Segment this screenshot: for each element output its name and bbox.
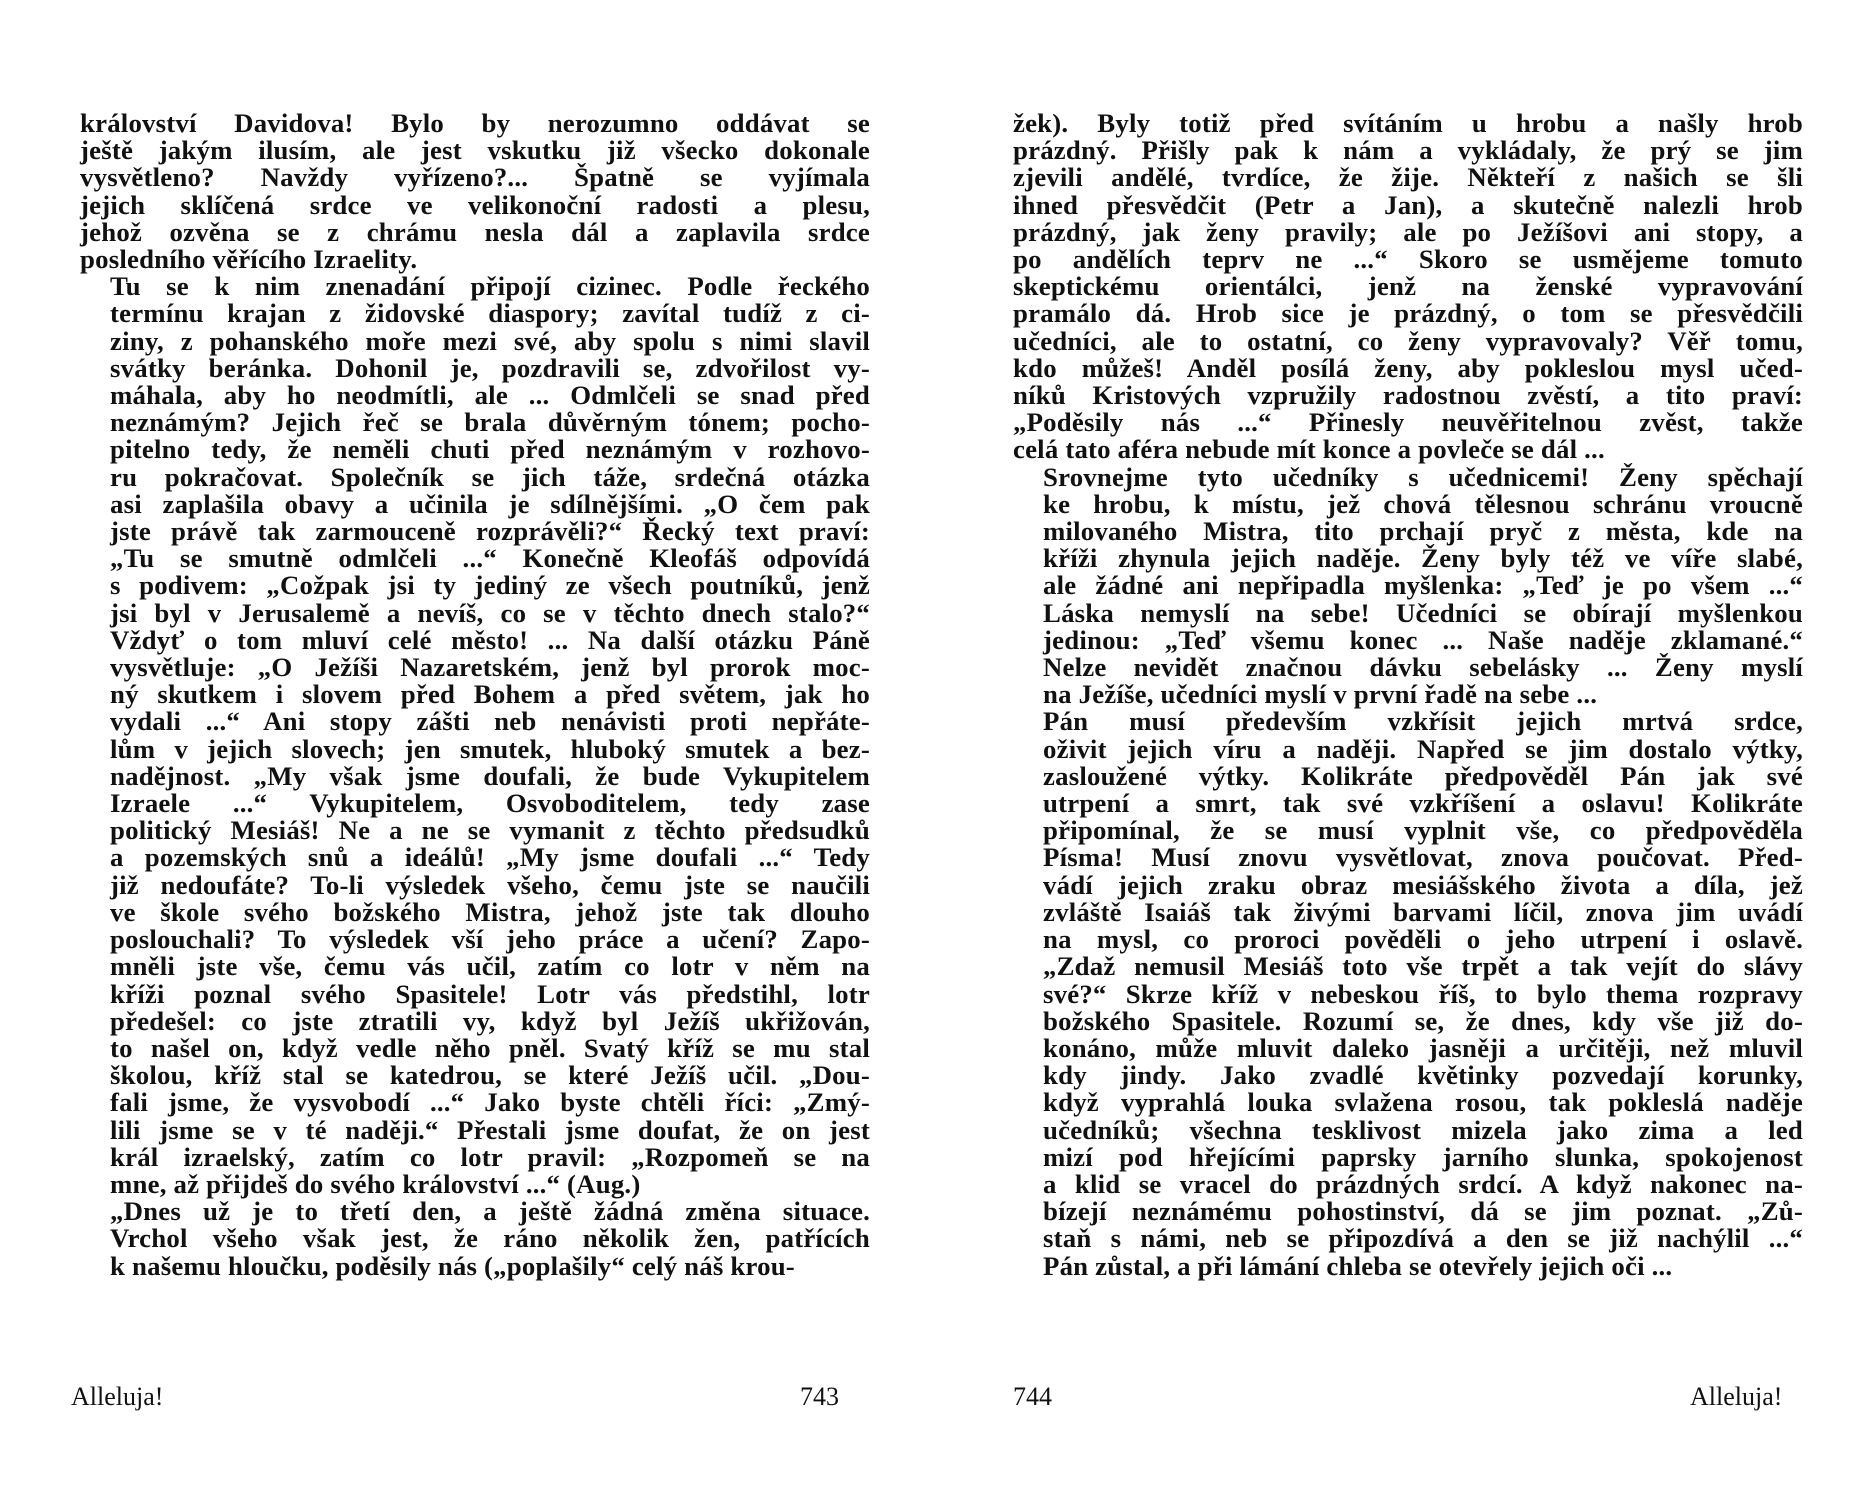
text-line: kříži poznal svého Spasitele! Lotr vás předstihl, lotr: [110, 978, 870, 1009]
text-line: to našel on, když vedle něho pněl. Svatý kříž se mu stal: [110, 1032, 870, 1063]
text-line: zasloužené výtky. Kolikráte předpověděl Pán jak své: [1043, 760, 1803, 791]
text-line: pramálo dá. Hrob sice je prázdný, o tom se přesvědčili: [1013, 298, 1803, 329]
text-line: fali jsme, že vysvobodí ...“ Jako byste chtěli říci: „Zmý-: [110, 1087, 870, 1118]
text-line: mizí pod hřejícími paprsky jarního slunka, spokojenost: [1043, 1141, 1803, 1172]
text-line: ný skutkem i slovem před Bohem a před světem, jak ho: [110, 679, 870, 710]
text-line: mněli jste vše, čemu vás učil, zatím co lotr v něm na: [110, 951, 870, 982]
text-line: Nelze nevidět značnou dávku sebelásky ... Ženy myslí: [1043, 652, 1803, 683]
text-line: jedinou: „Teď všemu konec ... Naše naděje zklamané.“: [1043, 624, 1803, 655]
text-line: ke hrobu, k místu, jež chová tělesnou schránu vroucně: [1043, 488, 1803, 519]
text-line: oživit jejich víru a naději. Napřed se jim dostalo výtky,: [1043, 733, 1803, 764]
text-line: kdo můžeš! Anděl posílá ženy, aby pokleslou mysl učed-: [1013, 352, 1803, 383]
text-line: své?“ Skrze kříž v nebeskou říš, to bylo thema rozpravy: [1043, 978, 1803, 1009]
text-line: vysvětleno? Navždy vyřízeno?... Špatně se vyjímala: [80, 162, 870, 193]
paragraph: [1013, 708, 1803, 1279]
text-line: vysvětluje: „O Ježíši Nazaretském, jenž byl prorok moc-: [110, 652, 870, 683]
text-line: skeptickému orientálci, jenž na ženské vypravování: [1013, 271, 1803, 302]
text-line: ihned přesvědčit (Petr a Jan), a skutečně nalezli hrob: [1013, 189, 1803, 220]
text-line: žek). Byly totiž před svítáním u hrobu a našly hrob: [1013, 108, 1803, 138]
text-line: ru pokračovat. Společník se jich táže, srdečná otázka: [110, 461, 870, 492]
text-line: Vrchol všeho však jest, že ráno několik žen, patřících: [110, 1223, 870, 1254]
text-line: Písma! Musí znovu vysvětlovat, znova poučovat. Před-: [1043, 842, 1803, 873]
text-line: učedníci, ale to ostatní, co ženy vypravovaly? Věř tomu,: [1013, 325, 1803, 356]
text-line: učedníků; všechna tesklivost mizela jako zima a led: [1043, 1114, 1803, 1145]
text-line: král izraelský, zatím co lotr pravil: „Rozpomeň se na: [110, 1141, 870, 1172]
text-line: jehož ozvěna se z chrámu nesla dál a zaplavila srdce: [80, 216, 870, 247]
right-running-footer: Alleluja!: [1690, 1382, 1783, 1411]
left-running-footer: Alleluja!: [71, 1382, 164, 1411]
text-line: staň s námi, neb se připozdívá a den se již nachýlil ...“: [1043, 1223, 1803, 1254]
text-line: „Poděsily nás ...“ Přinesly neuvěřitelnou zvěst, takže: [1013, 407, 1803, 438]
text-line: níků Kristových vzpružily radostnou zvěstí, a tito praví:: [1013, 380, 1803, 411]
text-line: zjevili andělé, tvrdíce, že žije. Někteří z našich se šli: [1013, 162, 1803, 193]
text-line: předešel: co jste ztratili vy, když byl Ježíš ukřižován,: [110, 1005, 870, 1036]
paragraph: [80, 1198, 870, 1280]
text-line: jejich sklíčená srdce ve velikonoční radosti a plesu,: [80, 189, 870, 220]
text-line: ziny, z pohanského moře mezi své, aby spolu s nimi slavil: [110, 325, 870, 356]
paragraph: [1013, 461, 1803, 710]
text-line: připomínal, že se musí vyplnit vše, co předpověděla: [1043, 815, 1803, 846]
text-line: lům v jejich slovech; jen smutek, hluboký smutek a bez-: [110, 733, 870, 764]
right-page-text: [1013, 110, 1803, 1280]
text-line: Tu se k nim znenadání připojí cizinec. Podle řeckého: [110, 271, 870, 302]
text-line: ve škole svého božského Mistra, jehož jste tak dlouho: [110, 896, 870, 927]
paragraph: [80, 273, 870, 1198]
text-line: školou, kříž stal se katedrou, se které Ježíš učil. „Dou-: [110, 1060, 870, 1091]
left-page-text: [80, 110, 870, 1280]
text-line: konáno, může mluvit daleko jasněji a určitěji, než mluvil: [1043, 1032, 1803, 1063]
text-line: „Tu se smutně odmlčeli ...“ Konečně Kleofáš odpovídá: [110, 543, 870, 574]
text-line: na Ježíše, učedníci myslí v první řadě na sebe ...: [1043, 679, 1598, 710]
paragraph: [1013, 110, 1803, 464]
text-line: s podivem: „Cožpak jsi ty jediný ze všech poutníků, jenž: [110, 570, 870, 601]
text-line: politický Mesiáš! Ne a ne se vymanit z těchto předsudků: [110, 815, 870, 846]
text-line: vádí jejich zraku obraz mesiášského života a díla, jež: [1043, 869, 1803, 900]
text-line: Srovnejme tyto učedníky s učednicemi! Ženy spěchají: [1043, 461, 1803, 492]
text-line: k našemu hloučku, poděsily nás („poplašily“ celý náš krou-: [110, 1250, 795, 1281]
text-line: termínu krajan z židovské diaspory; zavítal tudíž z ci-: [110, 298, 870, 329]
text-line: nadějnost. „My však jsme doufali, že bude Vykupitelem: [110, 760, 870, 791]
text-line: království Davidova! Bylo by nerozumno oddávat se: [80, 108, 870, 138]
text-line: prázdný, jak ženy pravily; ale po Ježíšovi ani stopy, a: [1013, 216, 1803, 247]
text-line: milovaného Mistra, tito prchají pryč z města, kde na: [1043, 516, 1803, 547]
text-line: „Dnes už je to třetí den, a ještě žádná změna situace.: [110, 1196, 870, 1227]
text-line: neznámým? Jejich řeč se brala důvěrným tónem; pocho-: [110, 407, 870, 438]
text-line: bízejí neznámému pohostinství, dá se jim poznat. „Zů-: [1043, 1196, 1803, 1227]
text-line: vydali ...“ Ani stopy zášti neb nenávisti proti nepřáte-: [110, 706, 870, 737]
text-line: když vyprahlá louka svlažena rosou, tak pokleslá naděje: [1043, 1087, 1803, 1118]
text-line: kdy jindy. Jako zvadlé květinky pozvedají korunky,: [1043, 1060, 1803, 1091]
text-line: pitelno tedy, že neměli chuti před neznámým v rozhovo-: [110, 434, 870, 465]
text-line: Izraele ...“ Vykupitelem, Osvoboditelem, tedy zase: [110, 788, 870, 819]
text-line: „Zdaž nemusil Mesiáš toto vše trpět a tak vejít do slávy: [1043, 951, 1803, 982]
text-line: máhala, aby ho neodmítli, ale ... Odmlčeli se snad před: [110, 380, 870, 411]
text-line: ještě jakým ilusím, ale jest vskutku již všecko dokonale: [80, 135, 870, 166]
text-line: po andělích teprv ne ...“ Skoro se usmějeme tomuto: [1013, 244, 1803, 275]
right-page-number: 744: [1013, 1382, 1052, 1411]
text-line: poslouchali? To výsledek vší jeho práce a učení? Zapo-: [110, 924, 870, 955]
text-line: Láska nemyslí na sebe! Učedníci se obírají myšlenkou: [1043, 597, 1803, 628]
text-line: prázdný. Přišly pak k nám a vykládaly, že prý se jim: [1013, 135, 1803, 166]
text-line: a klid se vracel do prázdných srdcí. A když nakonec na-: [1043, 1168, 1803, 1199]
text-line: Pán zůstal, a při lámání chleba se otevřely jejich oči ...: [1043, 1250, 1673, 1281]
text-line: zvláště Isaiáš tak živými barvami líčil, znova jim uvádí: [1043, 896, 1803, 927]
text-line: Pán musí především vzkřísit jejich mrtvá srdce,: [1043, 706, 1803, 737]
paragraph: [80, 110, 870, 273]
text-line: mne, až přijdeš do svého království ...“ (Aug.): [110, 1168, 641, 1199]
text-line: již nedoufáte? To-li výsledek všeho, čemu jste se naučili: [110, 869, 870, 900]
text-line: celá tato aféra nebude mít konce a povleče se dál ...: [1013, 434, 1605, 465]
text-line: jsi byl v Jerusalemě a nevíš, co se v těchto dnech stalo?“: [110, 597, 870, 628]
text-line: utrpení a smrt, tak své vzkříšení a oslavu! Kolikráte: [1043, 788, 1803, 819]
text-line: Vždyť o tom mluví celé město! ... Na další otázku Páně: [110, 624, 870, 655]
text-line: a pozemských snů a ideálů! „My jsme doufali ...“ Tedy: [110, 842, 870, 873]
text-line: jste právě tak zarmouceně rozprávěli?“ Řecký text praví:: [110, 516, 870, 547]
text-line: kříži zhynula jejich naděje. Ženy byly též ve víře slabé,: [1043, 543, 1803, 574]
text-line: lili jsme se v té naději.“ Přestali jsme doufat, že on jest: [110, 1114, 870, 1145]
text-line: posledního věřícího Izraelity.: [80, 244, 418, 275]
text-line: asi zaplašila obavy a učinila je sdílnějšími. „O čem pak: [110, 488, 870, 519]
text-line: na mysl, co proroci pověděli o jeho utrpení i oslavě.: [1043, 924, 1803, 955]
left-page-number: 743: [800, 1382, 839, 1411]
text-line: ale žádné ani nepřipadla myšlenka: „Teď je po všem ...“: [1043, 570, 1803, 601]
text-line: božského Spasitele. Rozumí se, že dnes, kdy vše již do-: [1043, 1005, 1803, 1036]
text-line: svátky beránka. Dohonil je, pozdravili se, zdvořilost vy-: [110, 352, 870, 383]
